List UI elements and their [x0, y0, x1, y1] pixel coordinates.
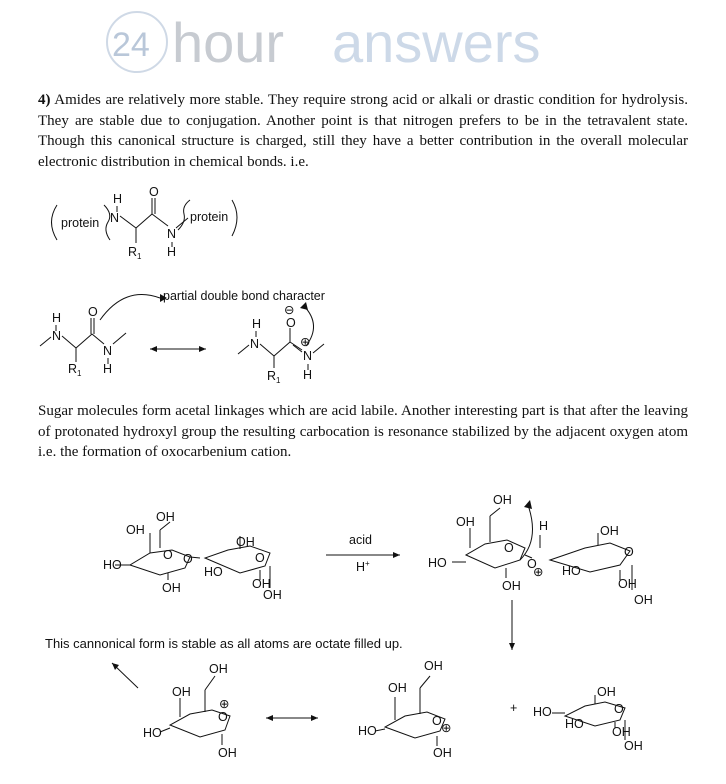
svg-text:OH: OH: [433, 746, 452, 760]
canonical-form-note: This cannonical form is stable as all atoms are octate filled up.: [45, 636, 403, 651]
svg-text:H: H: [356, 560, 366, 574]
svg-text:O: O: [163, 548, 173, 562]
logo-hour-text: hour: [172, 11, 285, 74]
svg-text:HO: HO: [565, 717, 584, 731]
svg-text:R: R: [267, 369, 277, 383]
partial-double-bond-label: partial double bond character: [163, 289, 325, 303]
paragraph-amides-text: Amides are relatively more stable. They require strong acid or alkali or drastic condition for hydrolysis. They are stable due to conjugation. Another point is that nitrogen prefers to be in the tetravalent state. Though this canonical structure is charged, still they have a better contribution in the overall molecular electronic distribution in chemical bonds. i.e.: [38, 92, 688, 170]
amide-h-left: H: [113, 192, 123, 206]
minus-charge: ⊖: [284, 303, 295, 317]
svg-text:O: O: [432, 714, 442, 728]
svg-text:HO: HO: [204, 565, 223, 579]
carbonyl-o: O: [149, 185, 159, 199]
svg-text:1: 1: [137, 252, 142, 261]
oxocarbenium-form-b: [358, 659, 452, 760]
question-number: 4): [38, 92, 51, 108]
logo-number: 24: [112, 26, 150, 64]
svg-text:OH: OH: [156, 510, 175, 524]
svg-text:OH: OH: [618, 577, 637, 591]
r1-group: R: [128, 245, 138, 259]
logo-answers-text: answers: [332, 11, 541, 74]
svg-text:1: 1: [276, 376, 281, 385]
amide-n-left: N: [110, 211, 120, 225]
svg-text:H: H: [52, 311, 62, 325]
released-monosaccharide: [533, 685, 643, 753]
svg-text:O: O: [183, 552, 193, 566]
amide-h-right: H: [167, 245, 177, 259]
amide-n-right: N: [167, 227, 177, 241]
svg-text:⊕: ⊕: [441, 721, 452, 735]
svg-text:O: O: [255, 551, 265, 565]
peptide-structure: [52, 185, 238, 261]
acid-arrow: [326, 533, 400, 574]
svg-text:OH: OH: [456, 515, 475, 529]
svg-text:HO: HO: [143, 726, 162, 740]
svg-text:OH: OH: [502, 579, 521, 593]
svg-text:OH: OH: [263, 588, 282, 602]
svg-text:N: N: [52, 329, 62, 343]
svg-text:OH: OH: [236, 535, 255, 549]
down-arrow: [509, 600, 515, 650]
svg-text:OH: OH: [126, 523, 145, 537]
svg-text:OH: OH: [172, 685, 191, 699]
svg-text:H: H: [539, 519, 549, 533]
svg-text:HO: HO: [533, 705, 552, 719]
svg-text:H: H: [252, 317, 262, 331]
svg-text:OH: OH: [634, 593, 653, 607]
svg-text:N: N: [303, 349, 313, 363]
protein-left-label: protein: [61, 216, 100, 230]
svg-text:O: O: [504, 541, 514, 555]
svg-text:H: H: [103, 362, 113, 376]
svg-text:OH: OH: [597, 685, 616, 699]
svg-text:OH: OH: [218, 746, 237, 760]
svg-text:O: O: [218, 710, 228, 724]
svg-text:O: O: [527, 557, 537, 571]
protein-right-label: protein: [190, 210, 229, 224]
svg-text:H: H: [303, 368, 313, 382]
plus-sign: +: [510, 701, 518, 715]
svg-text:OH: OH: [388, 681, 407, 695]
svg-text:OH: OH: [252, 577, 271, 591]
svg-text:O: O: [88, 305, 98, 319]
paragraph-sugars-text: Sugar molecules form acetal linkages which are acid labile. Another interesting part is that after the leaving of protonated hydroxyl group the resulting carbocation is resonance stabilized by the adjacent oxygen atom i.e. the formation of oxocarbenium cation.: [38, 403, 688, 460]
disaccharide: [103, 510, 282, 602]
svg-text:O: O: [286, 316, 296, 330]
plus-charge: ⊕: [300, 335, 311, 349]
svg-text:OH: OH: [424, 659, 443, 673]
svg-text:OH: OH: [209, 662, 228, 676]
svg-text:O: O: [614, 702, 624, 716]
svg-text:OH: OH: [162, 581, 181, 595]
amide-resonance: [40, 289, 325, 385]
svg-text:HO: HO: [358, 724, 377, 738]
reagent-acid: acid: [349, 533, 372, 547]
svg-text:N: N: [103, 344, 113, 358]
svg-text:+: +: [365, 559, 370, 568]
svg-text:OH: OH: [624, 739, 643, 753]
svg-text:R: R: [68, 362, 78, 376]
svg-text:O: O: [624, 545, 634, 559]
svg-text:HO: HO: [428, 556, 447, 570]
svg-text:N: N: [250, 337, 260, 351]
svg-text:OH: OH: [612, 725, 631, 739]
svg-text:HO: HO: [562, 564, 581, 578]
resonance-arrow-sugar: [266, 715, 318, 721]
svg-text:OH: OH: [493, 493, 512, 507]
svg-text:HO: HO: [103, 558, 122, 572]
svg-text:OH: OH: [600, 524, 619, 538]
svg-text:⊕: ⊕: [533, 565, 544, 579]
svg-text:⊕: ⊕: [219, 697, 230, 711]
oxocarbenium-form-a: [143, 662, 237, 760]
svg-text:1: 1: [77, 369, 82, 378]
protonated-disaccharide: [428, 493, 653, 607]
